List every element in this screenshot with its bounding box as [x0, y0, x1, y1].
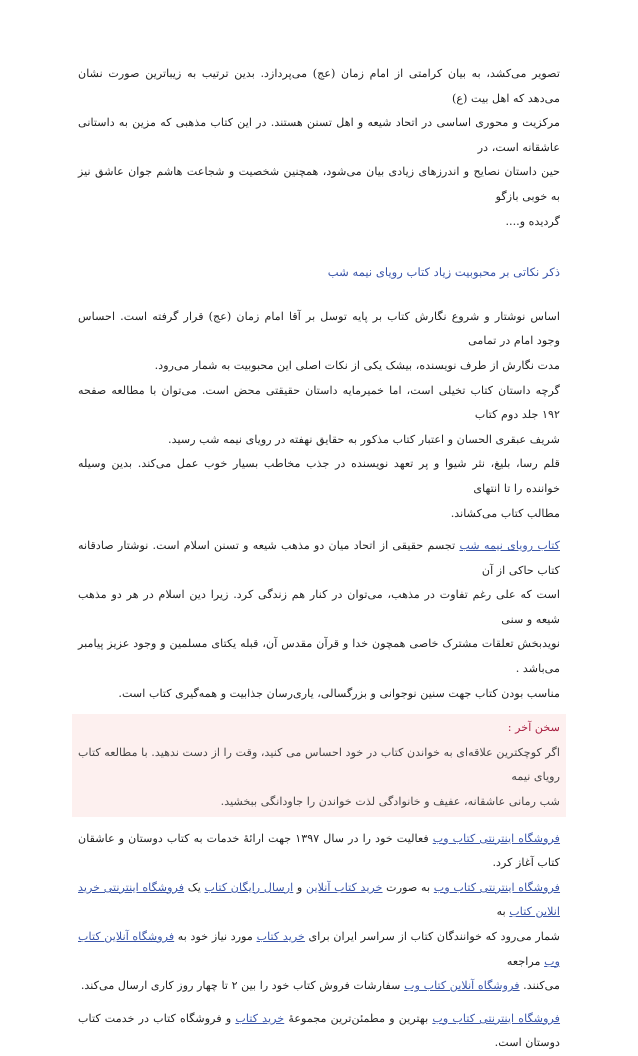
online-store-link[interactable]: فروشگاه آنلاین کتاب وب: [78, 930, 560, 968]
text-span: تجسم حقیقی از اتحاد میان دو مذهب شیعه و تسنن اسلام است. نوشتار صادقانه کتاب حاکی از آن: [78, 539, 560, 577]
text-span: شمار می‌رود که خوانندگان کتاب از سراسر ایران برای: [304, 930, 560, 943]
intro-paragraph: [78, 62, 560, 234]
text-line: تصویر می‌کشد، به بیان کرامتی از امام زمان (عج) می‌پردازد. بدین ترتیب به زیباترین صورت نشان می‌دهد که اهل بیت (ع): [78, 67, 560, 105]
buy-book-link[interactable]: خرید کتاب: [256, 930, 305, 943]
text-span: می‌کنند.: [519, 979, 560, 993]
store-paragraph: [78, 827, 560, 999]
text-line: حین داستان نصایح و اندرزهای زیادی بیان می‌شود، همچنین شخصیت و شجاعت هاشم جوان عاشق نیز به خوبی بازگو: [78, 165, 560, 203]
store-link[interactable]: فروشگاه اینترنتی کتاب وب: [433, 880, 561, 894]
text-span: یک: [184, 880, 205, 894]
text-span: و: [293, 880, 306, 894]
buy-book-link[interactable]: خرید کتاب: [235, 1011, 285, 1025]
free-shipping-link[interactable]: ارسال رایگان کتاب: [204, 880, 294, 894]
text-line: مرکزیت و محوری اساسی در اتحاد شیعه و اهل تسنن هستند. در این کتاب مذهبی که مزین به داستانی عاشقانه است، در: [78, 116, 560, 154]
points-paragraph: [78, 305, 560, 526]
text-line: [78, 974, 560, 999]
text-span: و فروشگاه کتاب در خدمت کتاب دوستان است.: [78, 1011, 560, 1050]
store-link[interactable]: فروشگاه اینترنتی کتاب وب: [432, 1011, 561, 1025]
text-span: به: [496, 905, 510, 919]
text-line: گردیده و....: [505, 214, 560, 228]
text-line: [78, 534, 560, 583]
text-line: [78, 827, 560, 876]
text-line: [78, 925, 560, 974]
text-line: گرچه داستان کتاب تخیلی است، اما خمیرمایه داستان حقیقتی محض است. می‌توان با مطالعه صفحه ۱۹۲ جلد دوم کتاب: [78, 383, 560, 422]
text-line: اساس نوشتار و شروع نگارش کتاب بر پایه توسل بر آقا امام زمان (عج) قرار گرفته است. احساس وجود امام در تمامی: [78, 309, 560, 348]
text-line: شریف عبقری الحسان و اعتبار کتاب مذکور به حقایق نهفته در رویای نیمه شب رسید.: [168, 432, 560, 446]
text-span: بهترین و مطمئن‌ترین مجموعهٔ: [284, 1011, 433, 1025]
text-line: مطالب کتاب می‌کشاند.: [450, 506, 560, 520]
text-line: شب رمانی عاشقانه، عفیف و خانوادگی لذت خواندن را جاودانگی ببخشید.: [220, 795, 560, 809]
final-word-box: [72, 714, 566, 816]
text-span: به صورت: [382, 880, 434, 894]
closing-paragraph: [78, 1007, 560, 1056]
store-link[interactable]: فروشگاه اینترنتی کتاب وب: [432, 831, 561, 845]
text-span: سفارشات فروش کتاب خود را بین ۲ تا چهار روز کاری ارسال می‌کند.: [80, 979, 405, 993]
text-line: [78, 1007, 560, 1056]
text-line: [78, 876, 560, 925]
text-span: مراجعه: [506, 954, 545, 968]
online-purchase-link[interactable]: خرید کتاب آنلاین: [305, 880, 383, 894]
text-line: مدت نگارش از طرف نویسنده، بیشک یکی از نکات اصلی این محبوبیت به شمار می‌رود.: [154, 358, 560, 372]
online-store-link[interactable]: فروشگاه آنلاین کتاب وب: [404, 979, 520, 993]
book-title-link[interactable]: کتاب رویای نیمه شب: [459, 539, 560, 553]
text-span: مورد نیاز خود به: [174, 930, 257, 943]
online-store-link[interactable]: فروشگاه اینترنتی خرید انلاین کتاب: [78, 880, 560, 919]
text-line: اگر کوچکترین علاقه‌ای به خواندن کتاب در خود احساس می کنید، وقت را از دست ندهید. با مطالعه کتاب رویای نیمه: [78, 745, 560, 784]
text-line: مناسب بودن کتاب جهت سنین نوجوانی و بزرگسالی، یاری‌رسان جذابیت و همه‌گیری کتاب است.: [118, 686, 560, 700]
section-heading: ذکر نکاتی بر محبوبیت زیاد کتاب رویای نیمه شب: [327, 265, 560, 280]
text-line: قلم رسا، بلیغ، نثر شیوا و پر تعهد نویسنده در جذب مخاطب بسیار خوب عمل می‌کند. بدین وسیله خواننده را تا انتهای: [78, 457, 560, 495]
text-line: نویدبخش تعلقات مشترک خاصی همچون خدا و قرآن مقدس آن، قبله یکتای مسلمین و وجود عزیز پیامبر می‌باشد .: [78, 637, 560, 676]
unity-paragraph: [78, 534, 560, 706]
final-word-label: سخن آخر :: [507, 721, 560, 735]
text-span: فعالیت خود را در سال ۱۳۹۷ جهت ارائهٔ خدمات به کتاب دوستان و عاشقان کتاب آغاز کرد.: [78, 831, 560, 870]
text-line: است که علی رغم تفاوت در مذهب، می‌توان در کنار هم زندگی کرد. زیرا دین اسلام در هر دو مذهب شیعه و سنی: [78, 588, 560, 626]
